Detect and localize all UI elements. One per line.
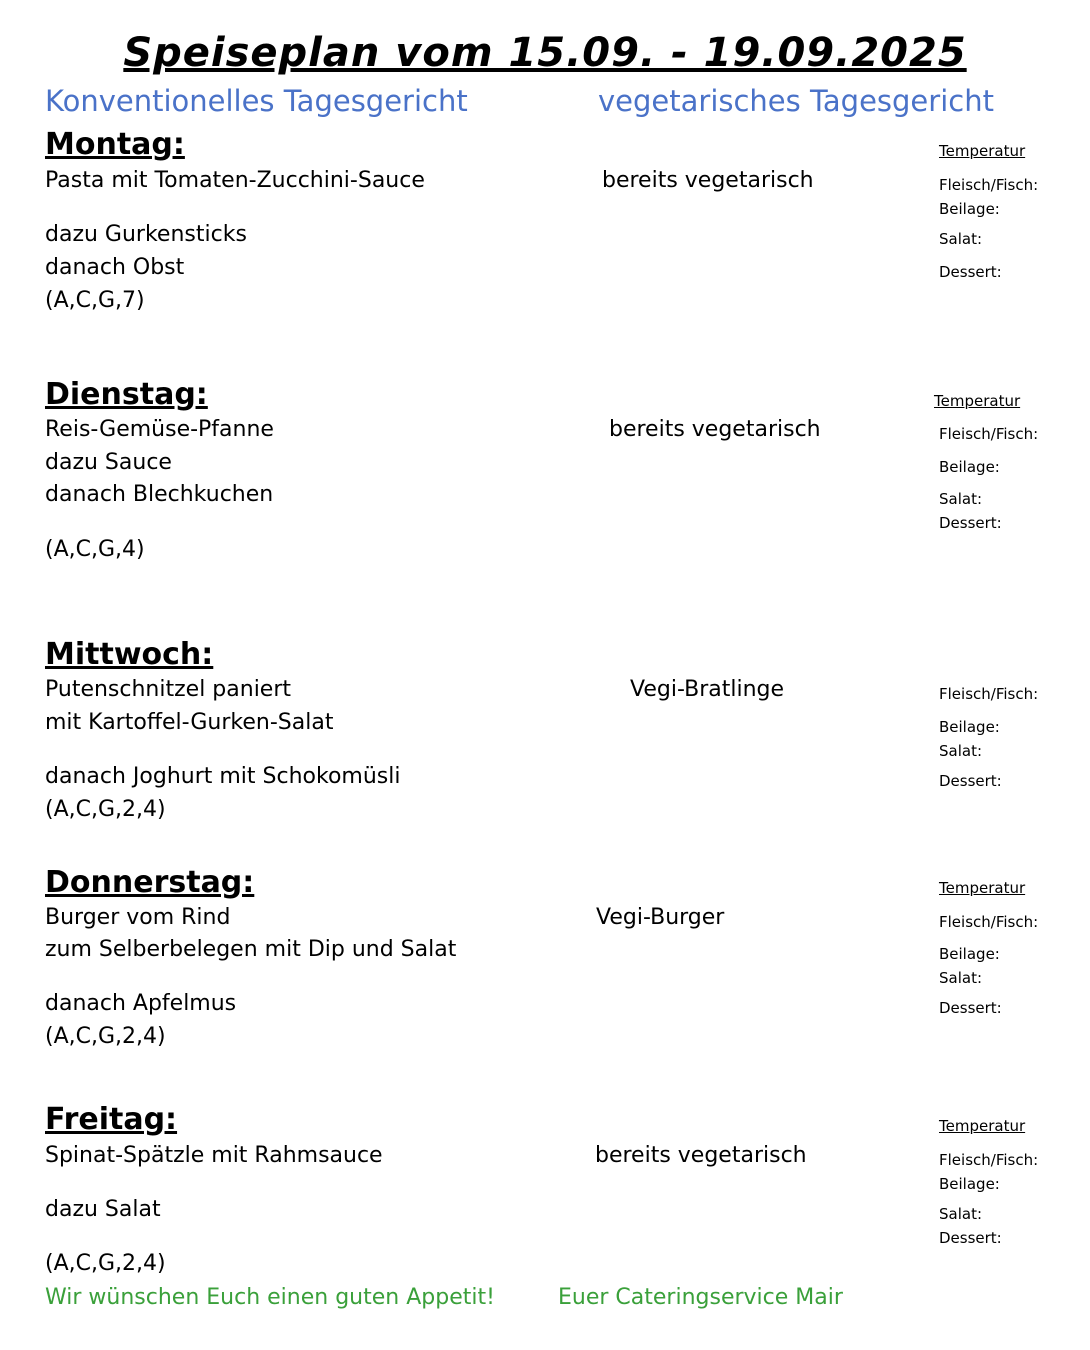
meat-label: Fleisch/Fisch: (939, 425, 1039, 443)
column-heading-conventional: Konventionelles Tagesgericht (45, 84, 468, 118)
day-title: Freitag: (45, 1102, 178, 1137)
dessert-label: Dessert: (939, 1229, 1002, 1247)
meat-label: Fleisch/Fisch: (939, 1151, 1039, 1169)
page-title: Speiseplan vom 15.09. - 19.09.2025 (123, 30, 967, 76)
side-dish-label: Beilage: (939, 458, 1000, 476)
side-dish-label: Beilage: (939, 718, 1000, 736)
side-dish-label: Beilage: (939, 1175, 1000, 1193)
temperature-label: Temperatur (939, 879, 1026, 897)
side-dish-label: Beilage: (939, 945, 1000, 963)
salad-label: Salat: (939, 742, 983, 760)
meal-line: dazu Sauce (45, 450, 172, 475)
meal-line: danach Joghurt mit Schokomüsli (45, 764, 401, 789)
day-title: Dienstag: (45, 377, 208, 412)
meal-line: Putenschnitzel paniert (45, 677, 292, 702)
column-heading-vegetarian: vegetarisches Tagesgericht (598, 84, 994, 118)
footer-greeting: Wir wünschen Euch einen guten Appetit! (45, 1285, 495, 1310)
meat-label: Fleisch/Fisch: (939, 913, 1039, 931)
allergen-codes: (A,C,G,2,4) (45, 1024, 166, 1049)
temperature-label: Temperatur (939, 1117, 1026, 1135)
salad-label: Salat: (939, 969, 983, 987)
dessert-label: Dessert: (939, 772, 1002, 790)
salad-label: Salat: (939, 490, 983, 508)
allergen-codes: (A,C,G,2,4) (45, 797, 166, 822)
vegetarian-dish: Vegi-Bratlinge (630, 677, 785, 702)
salad-label: Salat: (939, 1205, 983, 1223)
vegetarian-dish: bereits vegetarisch (595, 1143, 807, 1168)
meal-line: Reis-Gemüse-Pfanne (45, 417, 274, 442)
temperature-label: Temperatur (939, 142, 1026, 160)
meal-line: dazu Gurkensticks (45, 222, 247, 247)
dessert-label: Dessert: (939, 514, 1002, 532)
side-dish-label: Beilage: (939, 200, 1000, 218)
vegetarian-dish: bereits vegetarisch (602, 168, 814, 193)
meal-line: dazu Salat (45, 1197, 161, 1222)
salad-label: Salat: (939, 230, 983, 248)
vegetarian-dish: bereits vegetarisch (609, 417, 821, 442)
allergen-codes: (A,C,G,2,4) (45, 1251, 166, 1276)
day-title: Montag: (45, 127, 185, 162)
meal-line: danach Apfelmus (45, 991, 237, 1016)
meal-line: danach Blechkuchen (45, 482, 274, 507)
footer-signature: Euer Cateringservice Mair (558, 1285, 843, 1310)
meat-label: Fleisch/Fisch: (939, 176, 1039, 194)
meal-line: Burger vom Rind (45, 905, 231, 930)
allergen-codes: (A,C,G,4) (45, 537, 145, 562)
vegetarian-dish: Vegi-Burger (596, 905, 725, 930)
day-title: Mittwoch: (45, 637, 214, 672)
meal-line: zum Selberbelegen mit Dip und Salat (45, 937, 457, 962)
dessert-label: Dessert: (939, 999, 1002, 1017)
meal-line: mit Kartoffel-Gurken-Salat (45, 710, 334, 735)
allergen-codes: (A,C,G,7) (45, 288, 145, 313)
meal-line: Spinat-Spätzle mit Rahmsauce (45, 1143, 383, 1168)
meat-label: Fleisch/Fisch: (939, 685, 1039, 703)
dessert-label: Dessert: (939, 263, 1002, 281)
temperature-label: Temperatur (934, 392, 1021, 410)
meal-line: Pasta mit Tomaten-Zucchini-Sauce (45, 168, 425, 193)
day-title: Donnerstag: (45, 865, 255, 900)
meal-line: danach Obst (45, 255, 185, 280)
